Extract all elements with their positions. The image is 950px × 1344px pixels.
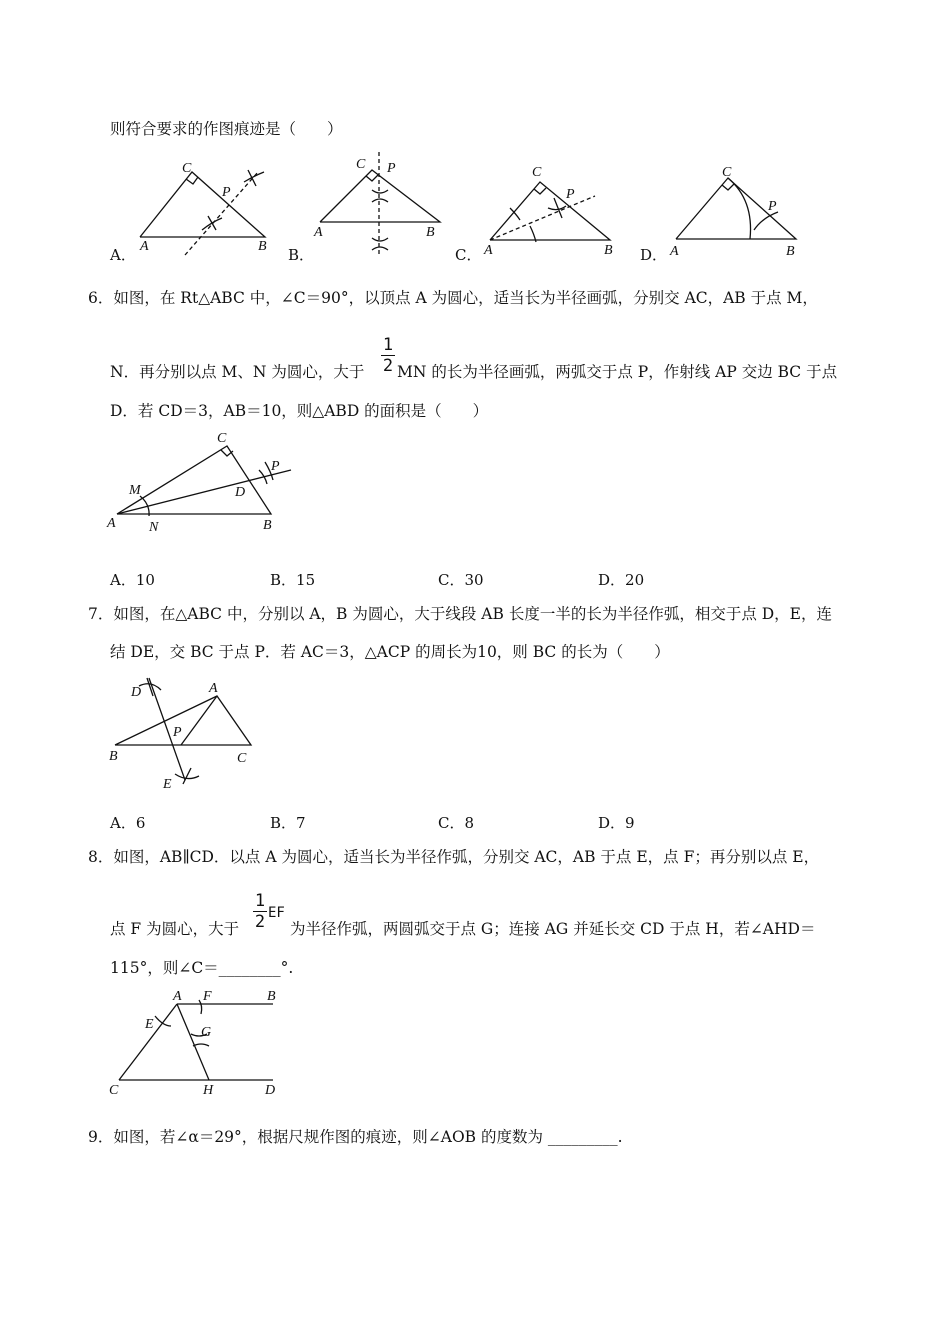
q5-figure-c: [480, 162, 630, 257]
q5-figure-b: [310, 150, 450, 260]
svg-text:C: C: [217, 431, 227, 446]
q6-stem-line2a: N．再分别以点 M、N 为圆心，大于: [110, 363, 365, 381]
q6-fraction-den: 2: [382, 356, 394, 376]
svg-text:A: A: [209, 681, 218, 696]
q7-option-b: B．7: [270, 814, 306, 832]
svg-text:B: B: [786, 244, 795, 259]
svg-text:A: A: [140, 239, 149, 254]
svg-text:E: E: [163, 777, 172, 792]
q6-figure: [105, 428, 305, 538]
svg-text:C: C: [237, 751, 247, 766]
svg-text:F: F: [203, 989, 212, 1004]
svg-text:C: C: [532, 165, 542, 180]
svg-text:D: D: [265, 1083, 276, 1098]
q5-option-b: B．: [288, 246, 315, 264]
svg-text:P: P: [173, 725, 182, 740]
q8-fraction: [253, 892, 267, 931]
svg-text:C: C: [182, 161, 192, 176]
svg-text:B: B: [263, 518, 272, 533]
q5-figure-d: [670, 160, 810, 259]
q6-stem-line3: D．若 CD＝3，AB＝10，则△ABD 的面积是（ ）: [110, 402, 489, 420]
q5-option-c: C．: [455, 246, 482, 264]
q7-stem-line2: 结 DE，交 BC 于点 P．若 AC＝3，△ACP 的周长为10，则 BC 的长为（ ）: [110, 643, 670, 661]
svg-text:C: C: [356, 157, 366, 172]
svg-text:P: P: [271, 459, 280, 474]
svg-text:P: P: [566, 187, 575, 202]
q6-option-b: B．15: [270, 571, 316, 589]
q6-option-c: C．30: [438, 571, 484, 589]
svg-text:E: E: [145, 1017, 154, 1032]
svg-text:B: B: [267, 989, 276, 1004]
q6-option-d: D．20: [598, 571, 645, 589]
q8-stem-line3: 115°，则∠C＝________°.: [110, 959, 294, 977]
svg-text:M: M: [129, 483, 141, 498]
svg-text:B: B: [604, 243, 613, 258]
q5-stem: 则符合要求的作图痕迹是（ ）: [110, 120, 343, 138]
q8-figure: [105, 986, 295, 1096]
q8-fraction-den: 2: [254, 912, 266, 932]
q6-stem-line2b: MN 的长为半径画弧，两弧交于点 P，作射线 AP 交边 BC 于点: [397, 363, 838, 381]
q7-option-d: D．9: [598, 814, 635, 832]
svg-text:G: G: [201, 1025, 212, 1040]
svg-text:P: P: [222, 185, 231, 200]
svg-text:C: C: [109, 1083, 119, 1098]
svg-text:D: D: [235, 485, 246, 500]
q5-option-a: A．: [110, 246, 136, 264]
svg-text:A: A: [670, 244, 679, 259]
q9-stem-line1: 9．如图，若∠α＝29°，根据尺规作图的痕迹，则∠AOB 的度数为 _________.: [88, 1128, 623, 1146]
q7-stem-line1: 7．如图，在△ABC 中，分别以 A，B 为圆心，大于线段 AB 长度一半的长为半径作弧，相交于点 D，E，连: [88, 605, 832, 623]
svg-text:P: P: [387, 161, 396, 176]
svg-text:C: C: [722, 165, 732, 180]
q5-figure-a: [130, 160, 280, 260]
svg-text:A: A: [314, 225, 323, 240]
q7-figure: [105, 674, 265, 794]
svg-text:B: B: [426, 225, 435, 240]
svg-text:A: A: [484, 243, 493, 258]
svg-text:P: P: [768, 199, 777, 214]
q6-stem-line1: 6．如图，在 Rt△ABC 中，∠C＝90°，以顶点 A 为圆心，适当长为半径画弧，分别交 AC，AB 于点 M，: [88, 289, 818, 307]
svg-text:H: H: [203, 1083, 214, 1098]
q7-option-c: C．8: [438, 814, 475, 832]
q8-stem-line1: 8．如图，AB∥CD．以点 A 为圆心，适当长为半径作弧，分别交 AC，AB 于点 E，点 F；再分别以点 E，: [88, 848, 820, 866]
q8-stem-line2a: 点 F 为圆心，大于: [110, 920, 240, 938]
q8-fraction-tail: EF: [268, 905, 285, 921]
svg-text:A: A: [107, 516, 116, 531]
svg-text:D: D: [131, 685, 142, 700]
svg-text:B: B: [258, 239, 267, 254]
svg-text:N: N: [149, 520, 159, 535]
q8-stem-line2b: 为半径作弧，两圆弧交于点 G；连接 AG 并延长交 CD 于点 H，若∠AHD＝: [290, 920, 816, 938]
q6-fraction: [381, 336, 395, 375]
q7-option-a: A．6: [110, 814, 146, 832]
q5-option-d: D．: [640, 246, 668, 264]
q6-option-a: A．10: [110, 571, 155, 589]
svg-text:B: B: [109, 749, 118, 764]
svg-text:A: A: [173, 989, 182, 1004]
q6-fraction-num: 1: [382, 335, 394, 355]
q8-fraction-num: 1: [254, 891, 266, 911]
